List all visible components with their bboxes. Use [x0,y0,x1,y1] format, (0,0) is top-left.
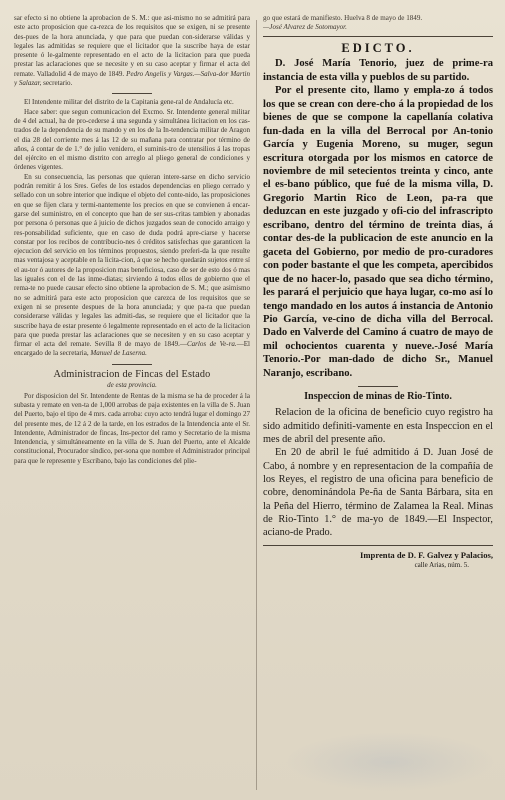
watermark-stain [285,732,495,792]
section-subtitle-fincas: de esta provincia. [107,380,157,389]
edicto-title: EDICTO. [341,41,415,56]
signature-laserna: Manuel de Laserna. [90,349,147,358]
edicto-body [263,57,493,380]
inspeccion-relacion: Relacion de la oficina de beneficio cuyo registro ha sido admitido definiti-vamente en esta Inspeccion en el mes de abril del presente año. [263,407,493,445]
paragraph-consecuencia: En su consecuencia, las personas que quieran intere-sarse en dicho servicio podrán remitir á los Sres. Gefes de los estados dependencias en pliego cerrado y sellado con un sobre interior que indique el objeto del conte-nido, las proposiciones en que se fijen clara y termi-nantemente los precios en que se convienen á encar-garse del suministro, en el concepto que han de ser sus-critas tambien y abonadas por persona ó personas que á juicio de dichos juzgados sean de conocido arraigo y res-ponsabilidad suficiente, que en caso de duda podrá apre-ciarse y hacerse constar por los recibos de contribucio-nes ó créditos satisfechas que garanticen la ejecucion del servicio en los términos propuestos, siendo preferi-da la que resulte mas ventajosa y aceptable en la licita-cion, á que se hecho quedarán sujetos entre sí el au-tor ó autores de la proposicion mas beneficiosa, caso de ser de esto dos ó mas las iguales con el de las inme-diatas; sirviendo á todos ellos de gobierno que el rema-te no puede causar efecto sino obtiene la aprobacion de S. M.; que asimismo no se admitirá para este acto proposicion que carezca de los requisitos que se exigen ni se presente despues de la hora anunciada; y que pa-ra que puedan considerarse válidas y legales las admiti-das, se requiere que el licitador que la suscribe haya de estar presente ó legalmente representado en el acto de la licitacion para que pueda prestar las aclaraciones que se necesiten y en su caso aceptar y firmar el acta del remate. Sevilla 8 de mayo de 1849.—Carlos de Ve-ra.—El encargado de la secretaria, Manuel de Laserna. [14,172,250,358]
inspeccion-title: Inspeccion de minas de Rio-Tinto. [304,391,452,403]
imprenta-footer: Imprenta de D. F. Galvez y Palacios, calle Arias, núm. 5. [263,550,493,570]
section-title-fincas: Administracion de Fincas del Estado [53,368,211,380]
paragraph-subasta-paja: Por disposicion del Sr. Intendente de Rentas de la misma se ha de proceder á la subasta y remate en ven-ta de 1,000 arrobas de paja existentes en la villa de S. Juan del Puerto, bajo el tipo de 4 mrs. cada arroba: cuyo acto tendrá lugar el domingo 27 del presente mes, de 12 á 2 de la tarde, en los estrados de la Intendencia ante el Sr. Intendente, Administrador de fincas, Ins-pector del ramo y Secretario de la misma Intendencia, y simultáneamente en la villa de S. Juan del Puerto, ante el Alcalde constitucional, Procurador síndico, per-sona que nombre el Administrador principal para que le represente y Escribano, bajo las condiciones del plie- [14,391,250,465]
signature-vera: Carlos de Ve-ra. [186,340,237,349]
edicto-juez: D. José María Tenorio, juez de prime-ra instancia de esta villa y pueblos de su partido. [263,58,493,83]
signature-sotomayor: —José Alvarez de Sotomayor. [263,23,347,32]
paragraph-huelva-tail: go que estará de manifiesto. Huelva 8 de mayo de 1849. —José Alvarez de Sotomayor. [263,14,423,32]
signature-valladolid: Pedro Angelis y Vargas.—Salva-dor Martin y Salazar, [14,69,250,88]
paragraph-intendente-heading: El Intendente militar del distrito de la Capitania gene-ral de Andalucía etc. [24,98,234,107]
separator-rule [112,364,152,365]
separator-rule [263,545,493,546]
inspeccion-body [263,406,493,539]
paragraph-hace-saber: Hace saber: que segun comunicacion del Excmo. Sr. Intendente general militar de 4 del actual, ha de pro-cederse á una segunda y simultánea licitacion en los cas-trados de la dependencia de su mando y en los de la In-tendencia militar de Aragon el dia 28 del corriente mes á las 12 de su mañana para contratar por término de años, á contar de de 1.° de julio venidero, el suminis-tro de utensilios á las tropas del ejército en el mismo distrito con arreglo al pliego general de condiciones y órdenes vigentes. [14,107,250,172]
edicto-text: Por el presente cito, llamo y empla-zo á todos los que se crean con dere-cho á la propiedad de los bienes de que se compone la capellanía colativa fun-dada en la villa del Berrocal por An-tonio García y Eugenia Moreno, su muger, segun escritura otorgada por los mismos en catorce de noviembre de mil setecientos treinta y cinco, ante el es-bano público, que fué de la misma villa, D. Gregorio Martin Rico de Leon, pa-ra que deduzcan en este juzgado y ofi-cio del infrascripto escribano, dentro del término de treinta dias, á contar des-de la publicacion de este anuncio en la gaceta del Gobierno, por medio de pro-curadores con poder bastante el que les competa, apercibidos que de no hacer-lo, pasado que sea dicho término, les parará el perjuicio que haya lugar, co-mo así lo tengo mandado en los autos á instancia de Antonio Pio García, ve-cino de dicha villa del Berrocal. Dado en Valverde del Camino á cuatro de mayo de mil ochocientos cuarenta y nueve.-José María Tenorio.-Por man-dado de dicho Sr., Manuel Naranjo, escribano. [263,85,493,379]
separator-rule [358,386,398,387]
paragraph-auction-valladolid: sar efecto si no obtiene la aprobacion de S. M.: que asi-mismo no se admitirá para este acto proposicion que ca-rezca de los requisitos que se exigen, ni se presente des-pues de la hora anunciada, y que para que puedan con-siderarse válidas y legales las admitidas se requiere que el licitador que la suscribe haya de estar presente ó le-galmente representado en el acto de la licitacion para que pueda prestar las aclaraciones que se necesite y en su caso aceptar y firmar el acta del remate. Valladolid 4 de mayo de 1849. Pedro Angelis y Vargas.—Salva-dor Martin y Salazar, secretario. [14,14,250,88]
column-divider [256,20,257,790]
separator-rule [112,93,152,94]
imprenta-address: calle Arias, núm. 5. [414,560,469,569]
left-column [14,14,250,794]
inspeccion-registro: En 20 de abril le fué admitido á D. Juan José de Cabo, á nombre y en representacion de la compañía de los Reyes, el registro de una oficina para beneficio de cobre, denominándola Pe-ña de Santa Bárbara, sita en la Peña del Hierro, término de Zalamea la Real. Minas de Rio-Tinto 1.° de ma-yo de 1849.—El Inspector, aciano-de Prado. [263,447,493,539]
right-column [263,14,493,794]
separator-rule [263,36,493,37]
